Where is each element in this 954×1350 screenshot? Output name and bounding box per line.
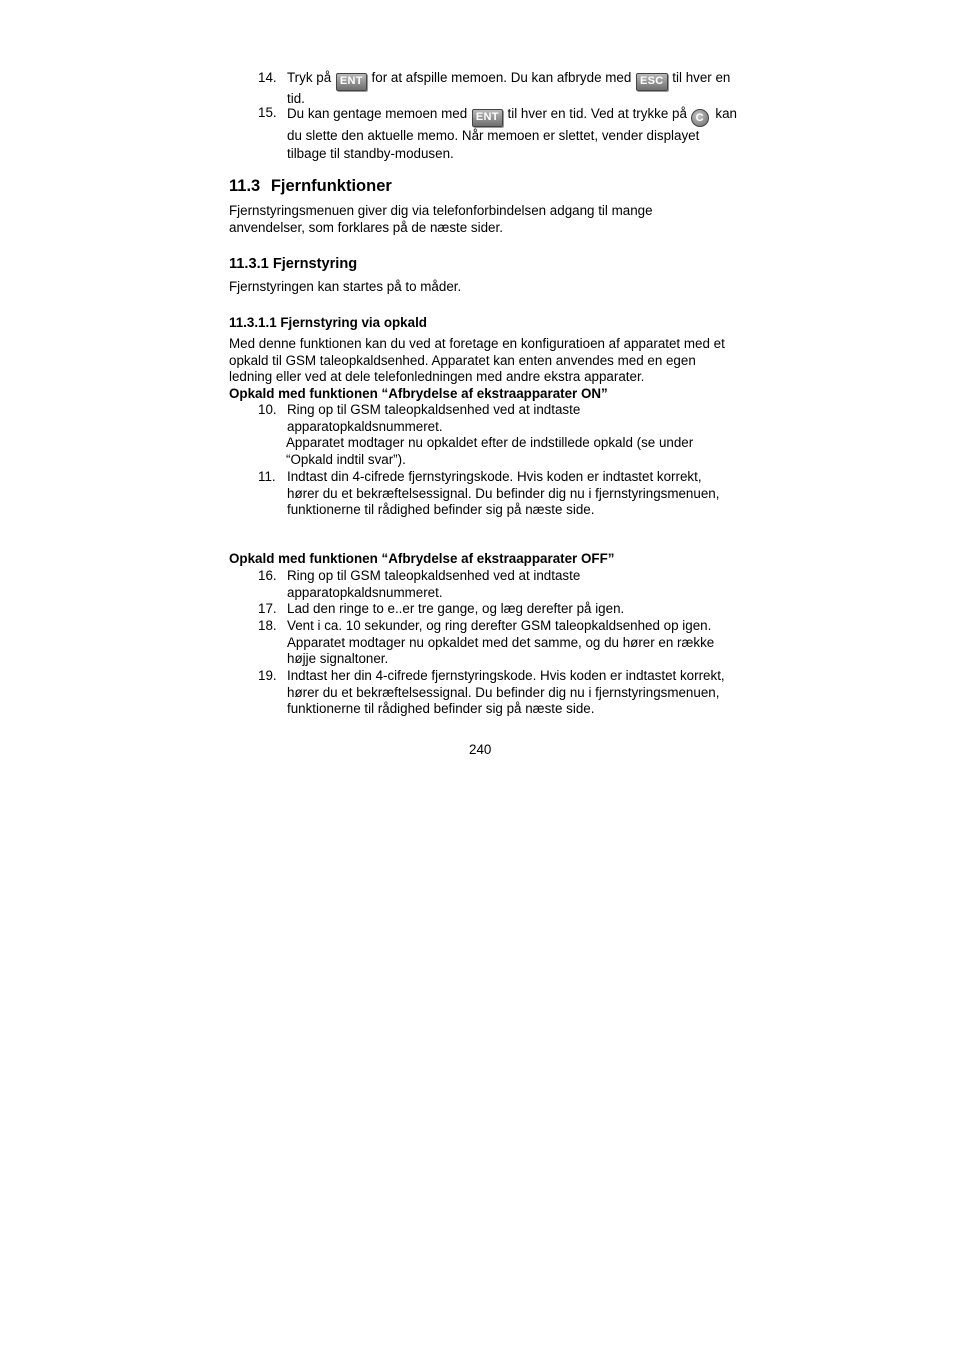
esc-key-icon: ESC — [636, 73, 668, 91]
list-item — [258, 70, 738, 108]
text-fragment: for at afspille memoen. Du kan afbryde med — [371, 70, 632, 85]
list-item — [258, 668, 738, 718]
list-number: 19. — [258, 668, 277, 683]
section-heading — [229, 178, 392, 195]
page-number: 240 — [469, 742, 492, 757]
list-text: Indtast din 4-cifrede fjernstyringskode. Hvis koden er indtastet korrekt, hører du et bekræftelsessignal. Du befinder dig nu i fjernstyringsmenuen, funktionerne til rådighed befinder sig på næste side. — [287, 469, 720, 518]
list-text — [287, 105, 738, 163]
list-number: 15. — [258, 105, 277, 120]
list-number: 10. — [258, 402, 277, 417]
text-fragment: til hver en tid. — [287, 70, 731, 106]
list-item — [258, 105, 738, 163]
list-text: Ring op til GSM taleopkaldsenhed ved at indtaste apparatopkaldsnummeret. — [287, 402, 581, 434]
on-block-heading: Opkald med funktionen “Afbrydelse af ekstraapparater ON” — [229, 386, 608, 401]
subsubsection-heading: 11.3.1.1 Fjernstyring via opkald — [229, 315, 427, 330]
list-text: Indtast her din 4-cifrede fjernstyringskode. Hvis koden er indtastet korrekt, hører du et bekræftelsessignal. Du befinder dig nu i fjernstyringsmenuen, funktionerne til rådighed befinder sig på næste side. — [287, 668, 725, 717]
list-item — [258, 402, 738, 468]
list-item — [258, 601, 738, 618]
list-text: Lad den ringe to e..er tre gange, og læg derefter på igen. — [287, 601, 625, 616]
list-number: 17. — [258, 601, 277, 616]
list-number: 18. — [258, 618, 277, 633]
text-fragment: Du kan gentage memoen med — [287, 106, 468, 121]
list-text — [287, 70, 738, 108]
list-number: 11. — [258, 469, 276, 484]
list-number: 14. — [258, 70, 277, 85]
ent-key-icon: ENT — [472, 109, 503, 127]
subsection-intro: Fjernstyringen kan startes på to måder. — [229, 279, 462, 294]
text-fragment: kan du slette den aktuelle memo. Når memoen er slettet, vender displayet tilbage til standby-modusen. — [287, 106, 737, 161]
list-item — [258, 469, 738, 519]
section-intro: Fjernstyringsmenuen giver dig via telefonforbindelsen adgang til mange anvendelser, som forklares på de næste sider. — [229, 203, 653, 235]
list-text: Vent i ca. 10 sekunder, og ring derefter GSM taleopkaldsenhed op igen. Apparatet modtager nu opkaldet med det samme, og du hører en række højje signaltoner. — [287, 618, 715, 667]
section-title: Fjernfunktioner — [270, 177, 392, 195]
c-key-icon: C — [691, 109, 709, 127]
section-number: 11.3 — [229, 177, 261, 195]
list-item — [258, 568, 738, 601]
list-item — [258, 618, 738, 668]
ent-key-icon: ENT — [336, 73, 367, 91]
off-block-heading: Opkald med funktionen “Afbrydelse af ekstraapparater OFF” — [229, 551, 615, 566]
text-fragment: til hver en tid. Ved at trykke på — [507, 106, 687, 121]
list-number: 16. — [258, 568, 277, 583]
list-text: Ring op til GSM taleopkaldsenhed ved at indtaste apparatopkaldsnummeret. — [287, 568, 581, 600]
subsubsection-intro: Med denne funktionen kan du ved at foretage en konfiguratioen af apparatet med et opkald til GSM taleopkaldsenhed. Apparatet kan enten anvendes med en egen ledning eller ved at dele telefonledningen med andre ekstra apparater. — [229, 336, 725, 385]
text-fragment: Tryk på — [287, 70, 332, 85]
subsection-heading: 11.3.1 Fjernstyring — [229, 256, 358, 272]
list-text-extra: Apparatet modtager nu opkaldet efter de indstillede opkald (se under “Opkald indtil svar”). — [286, 435, 694, 467]
